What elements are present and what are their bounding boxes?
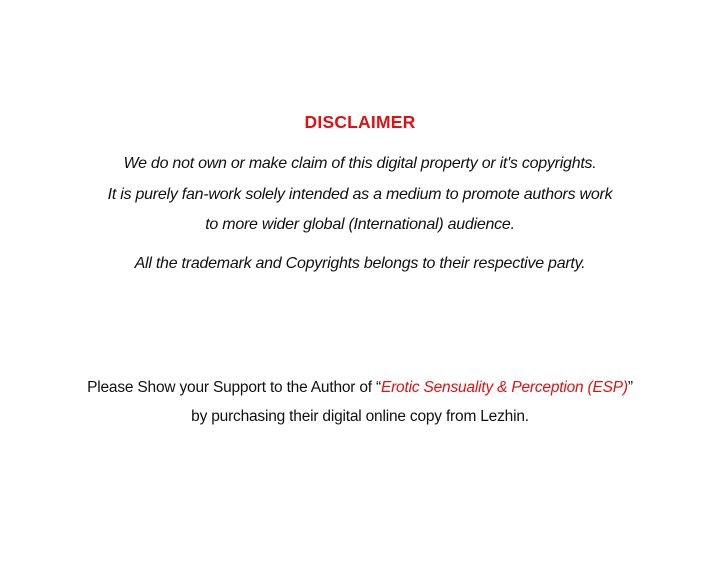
support-note — [0, 374, 720, 431]
disclaimer-body-line-2: It is purely fan-work solely intended as a medium to promote authors work — [107, 185, 613, 203]
disclaimer-body — [0, 149, 720, 241]
support-line-2: by purchasing their digital online copy from Lezhin. — [191, 407, 529, 425]
support-prefix: Please Show your Support to the Author of “ — [87, 379, 381, 396]
disclaimer-body-line-1: We do not own or make claim of this digital property or it's copyrights. — [123, 155, 597, 172]
disclaimer-body-line-3: to more wider global (International) audience. — [205, 216, 515, 233]
support-suffix: ” — [627, 379, 633, 396]
series-title: Erotic Sensuality & Perception (ESP) — [380, 379, 628, 396]
support-line-1 — [0, 374, 720, 403]
trademark-line: All the trademark and Copyrights belongs to their respective party. — [134, 255, 586, 272]
disclaimer-title: DISCLAIMER — [304, 112, 416, 132]
